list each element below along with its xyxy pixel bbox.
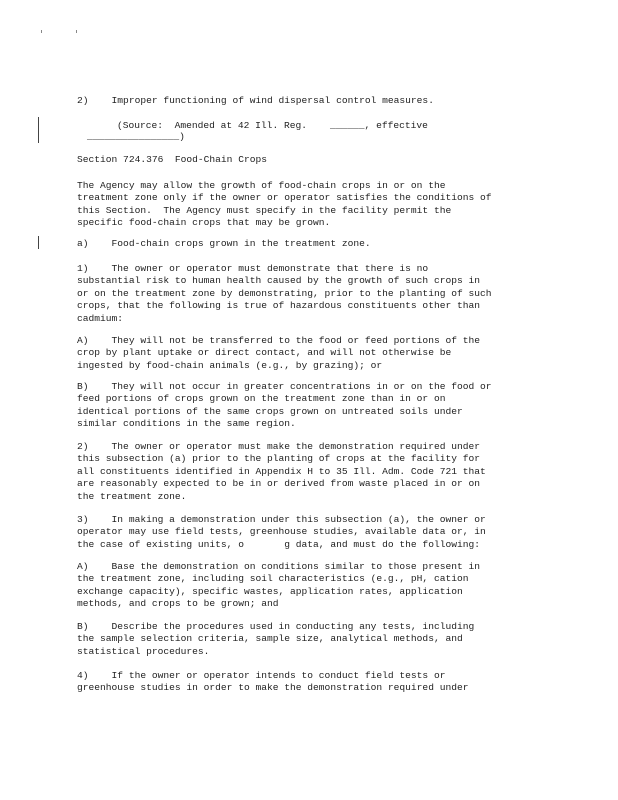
text-line: substantial risk to human health caused by the growth of such crops in xyxy=(77,275,481,287)
intro-paragraph xyxy=(77,180,547,230)
text-line: statistical procedures. xyxy=(77,645,210,657)
text-line: 1) The owner or operator must demonstrate that there is no xyxy=(77,263,429,274)
source-note-continued xyxy=(87,131,557,143)
paragraph-1-A xyxy=(77,335,547,372)
scan-mark xyxy=(41,30,42,33)
text-line: cadmium: xyxy=(77,312,124,324)
text-line: feed portions of crops grown on the treatment zone than in or on xyxy=(77,393,446,405)
text-line: a) Food-chain crops grown in the treatment zone. xyxy=(77,238,371,249)
text-line: this Section. The Agency must specify in the facility permit the xyxy=(77,204,452,216)
paragraph-3-B xyxy=(77,621,547,658)
section-heading xyxy=(77,154,547,166)
paragraph-3-A xyxy=(77,561,547,611)
text-line: are reasonably expected to be in or derived from waste placed in or on xyxy=(77,478,481,490)
text-line: B) They will not occur in greater concentrations in or on the food or xyxy=(77,381,492,392)
paragraph-4 xyxy=(77,670,547,695)
text-line: crops, that the following is true of hazardous constituents other than xyxy=(77,300,481,312)
text-line: A) Base the demonstration on conditions similar to those present in xyxy=(77,561,481,572)
text-line: the treatment zone. xyxy=(77,490,187,502)
paragraph-1 xyxy=(77,263,547,325)
paragraph-3 xyxy=(77,514,547,551)
revision-bar xyxy=(38,117,39,143)
text-line: the case of existing units, o g data, and must do the following: xyxy=(77,538,481,550)
text-line: ________________) xyxy=(87,131,185,142)
text-line: treatment zone only if the owner or operator satisfies the conditions of xyxy=(77,192,492,204)
text-line: the sample selection criteria, sample size, analytical methods, and xyxy=(77,633,463,645)
text-line: identical portions of the same crops grown on untreated soils under xyxy=(77,405,463,417)
item-2 xyxy=(77,95,547,107)
text-line: the treatment zone, including soil characteristics (e.g., pH, cation xyxy=(77,573,469,585)
text-line: crop by plant uptake or direct contact, and will not otherwise be xyxy=(77,347,452,359)
text-line: greenhouse studies in order to make the demonstration required under xyxy=(77,682,469,694)
text-line: B) Describe the procedures used in conducting any tests, including xyxy=(77,621,475,632)
text-line: The Agency may allow the growth of food-chain crops in or on the xyxy=(77,180,446,191)
text-line: methods, and crops to be grown; and xyxy=(77,598,279,610)
text-line: ingested by food-chain animals (e.g., by grazing); or xyxy=(77,359,383,371)
text-line: this subsection (a) prior to the planting of crops at the facility for xyxy=(77,453,481,465)
scan-mark xyxy=(76,30,77,33)
paragraph-1-B xyxy=(77,381,547,431)
paragraph-2 xyxy=(77,441,547,503)
text-line: Section 724.376 Food-Chain Crops xyxy=(77,154,267,165)
subsection-a xyxy=(77,238,547,250)
revision-bar xyxy=(38,236,39,249)
text-line: 4) If the owner or operator intends to conduct field tests or xyxy=(77,670,446,681)
text-line: specific food-chain crops that may be grown. xyxy=(77,217,331,229)
text-line: or on the treatment zone by demonstrating, prior to the planting of such xyxy=(77,287,492,299)
text-line: similar conditions in the same region. xyxy=(77,418,296,430)
text-line: exchange capacity), specific wastes, application rates, application xyxy=(77,585,463,597)
text-line: (Source: Amended at 42 Ill. Reg. ______, effective xyxy=(117,120,428,131)
text-line: A) They will not be transferred to the food or feed portions of the xyxy=(77,335,481,346)
text-line: operator may use field tests, greenhouse studies, available data or, in xyxy=(77,526,486,538)
text-line: 3) In making a demonstration under this subsection (a), the owner or xyxy=(77,514,486,525)
text-line: 2) The owner or operator must make the demonstration required under xyxy=(77,441,481,452)
text-line: all constituents identified in Appendix H to 35 Ill. Adm. Code 721 that xyxy=(77,465,486,477)
text-line: 2) Improper functioning of wind dispersal control measures. xyxy=(77,95,434,106)
